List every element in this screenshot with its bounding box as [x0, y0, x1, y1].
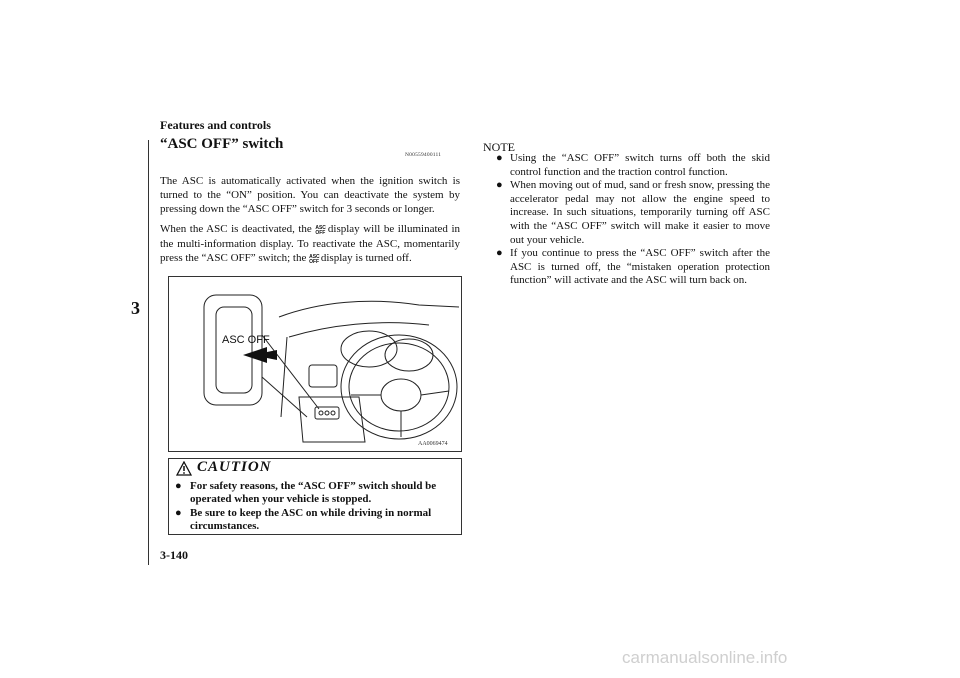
bullet-icon: ●	[175, 506, 182, 519]
caution-list	[175, 480, 457, 533]
caution-item: ● Be sure to keep the ASC on while driving in normal circumstances.	[175, 506, 432, 532]
dashboard-drawing	[169, 277, 461, 451]
paragraph-1: The ASC is automatically activated when the ignition switch is turned to the “ON” position. You can deactivate the system by pressing down the “ASC OFF” switch for 3 seconds or longer.	[160, 175, 460, 216]
note-item: ● When moving out of mud, sand or fresh snow, pressing the accelerator pedal may not allow the engine speed to increase. In such situations, temporarily turning off ASC with the “ASC OFF” switch will make it easier to move out your vehicle.	[496, 179, 770, 246]
warning-triangle-icon	[176, 461, 192, 476]
running-header: Features and controls	[160, 118, 271, 132]
bullet-icon: ●	[496, 179, 503, 192]
asc-off-indicator-icon: ASC OFF	[309, 253, 320, 265]
watermark: carmanualsonline.info	[622, 648, 788, 667]
section-title: “ASC OFF” switch	[160, 136, 284, 152]
note-list	[496, 152, 770, 288]
bullet-icon: ●	[496, 152, 503, 164]
section-body	[160, 174, 460, 271]
chapter-tab	[128, 140, 149, 565]
bullet-icon: ●	[175, 480, 182, 492]
switch-label: ASC OFF	[222, 334, 270, 346]
chapter-number: 3	[131, 298, 140, 318]
figure-code: AA0069474	[418, 441, 448, 447]
section-code: N00559400111	[405, 152, 442, 158]
caution-item: ● For safety reasons, the “ASC OFF” switch should be operated when your vehicle is stopped.	[175, 480, 437, 506]
switch-housing	[204, 295, 262, 405]
bullet-icon: ●	[496, 247, 503, 260]
note-label: NOTE	[483, 140, 515, 154]
press-arrow-icon	[243, 347, 277, 363]
page-number: 3-140	[160, 548, 188, 562]
asc-switch-illustration	[168, 276, 462, 452]
asc-off-indicator-icon: ASC OFF	[315, 224, 326, 236]
switch-button	[216, 307, 252, 393]
note-item: ● Using the “ASC OFF” switch turns off both the skid control function and the traction control function.	[496, 152, 770, 178]
caution-title: CAUTION	[197, 459, 272, 475]
note-item: ● If you continue to press the “ASC OFF” switch after the ASC is turned off, the “mistaken operation protection function” will activate and the ASC will turn back on.	[496, 247, 770, 287]
paragraph-2: When the ASC is deactivated, the ASC OFF display will be illuminated in the multi-information display. To reactivate the ASC, momentarily press the “ASC OFF” switch; the ASC OFF display is turned off.	[160, 222, 460, 265]
